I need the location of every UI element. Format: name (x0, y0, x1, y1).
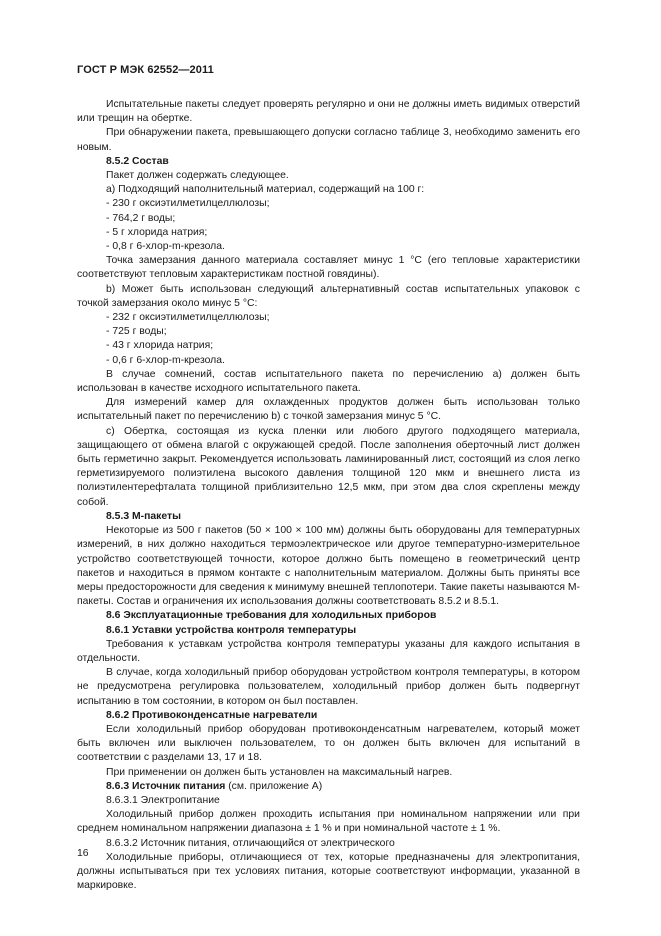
paragraph: При применении он должен быть установлен на максимальный нагрев. (106, 766, 453, 778)
list-item: - 725 г воды; (106, 326, 167, 338)
list-item: - 230 г оксиэтилметилцеллюлозы; (106, 198, 270, 210)
section-heading: 8.5.3 М-пакеты (106, 510, 181, 522)
paragraph: В случае, когда холодильный прибор оборудован устройством контроля температуры, в котором не предусмотрена регулировка пользователем, холодильный прибор должен быть подвергнут испытанию в том состоянии, в котором он был поставлен. (77, 667, 580, 707)
section-heading: 8.6 Эксплуатационные требования для холодильных приборов (106, 610, 437, 622)
list-item: - 0,8 г 6-хлор-m-крезола. (106, 241, 225, 253)
list-item: - 232 г оксиэтилметилцеллюлозы; (106, 312, 270, 324)
section-heading: 8.5.2 Состав (106, 155, 169, 167)
section-heading: 8.6.2 Противоконденсатные нагреватели (106, 709, 318, 721)
paragraph: Некоторые из 500 г пакетов (50 × 100 × 100 мм) должны быть оборудованы для температурных измерений, в них должно находиться термоэлектрическое или другое температурно-измерительное устройство соответствующей точности, которое должно быть помещено в геометрический центр пакетов и находиться в прямом контакте с наполнительным материалом. Должны быть приняты все меры предосторожности для сведения к минимуму внешней теплопотери. Такие пакеты называются М-пакеты. Состав и ограничения их использования должны соответствовать 8.5.2 и 8.5.1. (77, 525, 580, 608)
subsection-heading: 8.6.3.2 Источник питания, отличающийся от электрического (106, 837, 395, 849)
list-intro: b) Может быть использован следующий альтернативный состав испытательных упаковок с точкой замерзания около минус 5 °С: (77, 283, 580, 309)
paragraph: Требования к уставкам устройства контроля температуры указаны для каждого испытания в отдельности. (77, 638, 580, 664)
list-item: - 764,2 г воды; (106, 212, 176, 224)
section-heading-mixed (77, 780, 580, 794)
paragraph: Для измерений камер для охлажденных продуктов должен быть использован только испытательный пакет по перечислению b) с точкой замерзания минус 5 °С. (77, 397, 580, 423)
paragraph: Точка замерзания данного материала составляет минус 1 °С (его тепловые характеристики соответствуют тепловым характеристикам постной говядины). (77, 255, 580, 281)
paragraph: Холодильный прибор должен проходить испытания при номинальном напряжении или при среднем номинальном напряжении диапазона ± 1 % и при номинальной частоте ± 1 %. (77, 809, 580, 835)
document-body (77, 98, 580, 893)
list-intro: a) Подходящий наполнительный материал, содержащий на 100 г: (106, 184, 425, 196)
list-item: - 5 г хлорида натрия; (106, 226, 208, 238)
paragraph: Холодильные приборы, отличающиеся от тех, которые предназначены для электропитания, должны испытываться при тех условиях питания, которые соответствуют информации, указанной в маркировке. (77, 851, 580, 892)
list-item: - 0,6 г 6-хлор-m-крезола. (106, 354, 225, 366)
paragraph: При обнаружении пакета, превышающего допуски согласно таблице 3, необходимо заменить его новым. (77, 127, 580, 153)
paragraph: Испытательные пакеты следует проверять регулярно и они не должны иметь видимых отверстий или трещин на обертке. (77, 99, 580, 125)
subsection-heading: 8.6.3.1 Электропитание (106, 794, 220, 806)
page-number: 16 (77, 848, 89, 859)
paragraph: Пакет должен содержать следующее. (106, 170, 289, 182)
section-heading-bold: 8.6.3 Источник питания (106, 780, 226, 792)
paragraph: с) Обертка, состоящая из куска пленки или любого другого подходящего материала, защищающего от обмена влагой с окружающей средой. После заполнения оберточный лист должен быть герметично закрыт. Рекомендуется использовать ламинированный лист, состоящий из слоя легко герметизируемого полиэтилена высокого давления толщиной 120 мкм и внешнего листа из полиэтилентерефталата толщиной приблизительно 12,5 мкм, при этом два слоя скреплены между собой. (77, 425, 580, 508)
section-heading: 8.6.1 Уставки устройства контроля температуры (106, 624, 357, 636)
paragraph: Если холодильный прибор оборудован противоконденсатным нагревателем, который может быть включен или выключен пользователем, то он должен быть включен для испытаний в соответствии с разделами 13, 17 и 18. (77, 723, 580, 764)
section-heading-note: (см. приложение А) (225, 780, 323, 792)
paragraph: В случае сомнений, состав испытательного пакета по перечислению а) должен быть использован в качестве исходного испытательного пакета. (77, 368, 580, 395)
page-header-title: ГОСТ Р МЭК 62552—2011 (77, 64, 214, 76)
list-item: - 43 г хлорида натрия; (106, 340, 214, 352)
